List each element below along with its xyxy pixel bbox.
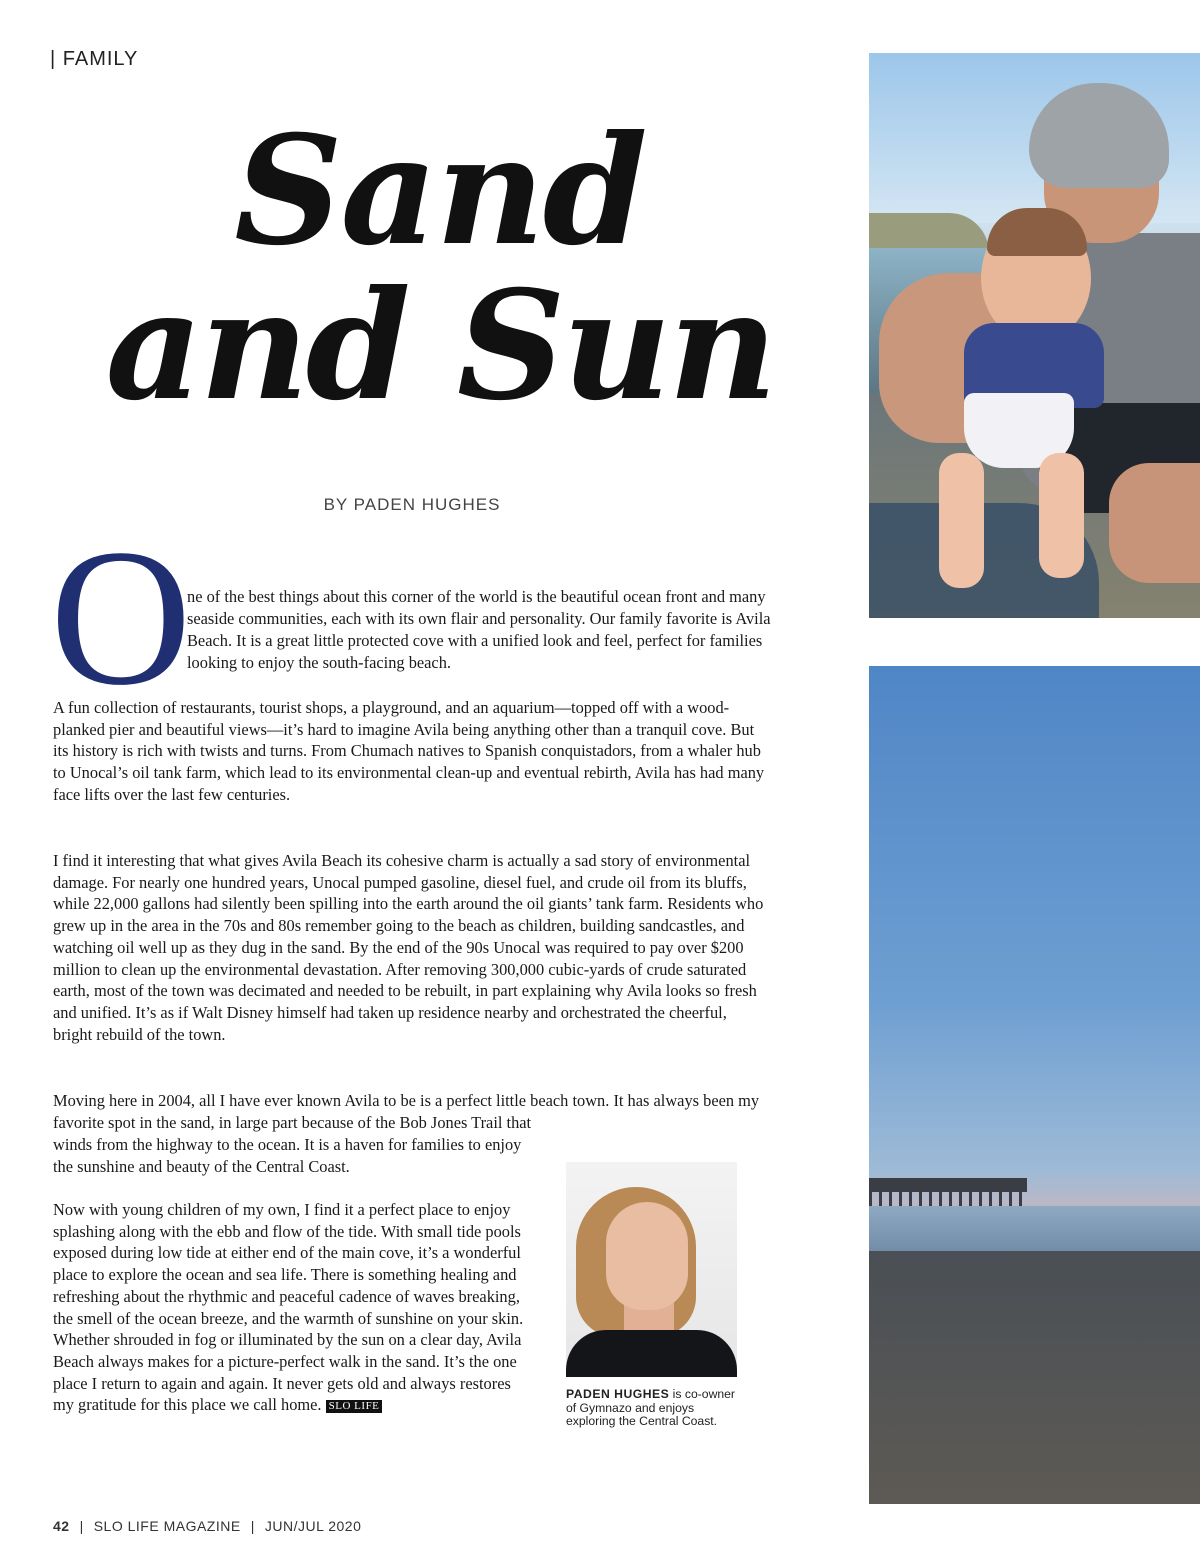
article-title (60, 103, 820, 434)
page-number: 42 (53, 1518, 70, 1534)
paragraph-environment: I find it interesting that what gives Avila Beach its cohesive charm is actually a sad story of environmental damage. For nearly one hundred years, Unocal pumped gasoline, diesel fuel, and crude oil from its bluffs, while 22,000 gallons had silently been spilling into the earth around the oil giants’ tank farm. Residents who grew up in the area in the 70s and 80s remember going to the beach as children, building sandcastles, and watching oil well up as they dug in the sand. By the end of the 90s Unocal was required to pay over $200 million to clean up the environmental devastation. After removing 300,000 cubic-yards of crude saturated earth, most of the town was decimated and needed to be rebuilt, in part explaining why Avila looks so fresh and unified. It’s as if Walt Disney himself had taken up residence nearby and orchestrated the cheerful, bright rebuild of the town. (53, 851, 764, 1044)
author-bio-text: is co-owner of Gymnazo and enjoys exploring the Central Coast. (566, 1387, 735, 1428)
page-footer: 42 | SLO LIFE MAGAZINE | JUN/JUL 2020 (53, 1518, 362, 1534)
title-line-1: Sand (234, 103, 646, 279)
paragraph-children (53, 1199, 533, 1416)
author-name: PADEN HUGHES (566, 1387, 670, 1401)
photo-author-portrait (566, 1162, 737, 1377)
paragraph-moving-here: Moving here in 2004, all I have ever known Avila to be is a perfect little beach town. It has always been my favorite spot in the sand, in large part because of the Bob Jones Trail that (53, 1091, 760, 1132)
intro-paragraph: ne of the best things about this corner of the world is the beautiful ocean front and many seaside communities, each with its own flair and personality. Our family favorite is Avila Beach. It is a great little protected cove with a unified look and feel, perfect for families looking to enjoy the south-facing beach. (187, 587, 771, 672)
paragraph-children-text: Now with young children of my own, I find it a perfect place to enjoy splashing along with the ebb and flow of the tide. With small tide pools exposed during low tide at either end of the main cove, it’s a wonderful place to explore the ocean and sea life. There is something healing and refreshing about the rhythmic and peaceful cadence of waves breaking, the smell of the ocean breeze, and the warmth of sunshine on your skin. Whether shrouded in fog or illuminated by the sun on a clear day, Avila Beach always makes for a picture-perfect walk in the sand. It’s the one place I return to again and again. It never gets old and always restores my gratitude for this place we call home. (53, 1200, 524, 1415)
photo-pier-at-sunset (869, 666, 1200, 1504)
title-line-2: and Sun (105, 257, 775, 434)
issue-date: JUN/JUL 2020 (264, 1518, 362, 1534)
section-label: | FAMILY (50, 48, 139, 70)
magazine-name: SLO LIFE MAGAZINE (93, 1518, 241, 1534)
drop-cap: O (50, 509, 192, 726)
byline: BY PADEN HUGHES (323, 495, 501, 514)
author-bio (566, 1388, 741, 1429)
slo-life-end-tag: SLO LIFE (326, 1400, 383, 1413)
photo-father-and-baby-on-beach (869, 53, 1200, 618)
paragraph-history: A fun collection of restaurants, tourist shops, a playground, and an aquarium—topped off with a wood-planked pier and beautiful views—it’s hard to imagine Avila being anything other than a tranquil cove. But its history is rich with twists and turns. From Chumach natives to Spanish conquistadors, from a whaler hub to Unocal’s oil tank farm, which lead to its environmental clean-up and eventual rebirth, Avila has had many face lifts over the last few centuries. (53, 698, 765, 804)
paragraph-haven: winds from the highway to the ocean. It is a haven for families to enjoy the sunshine and beauty of the Central Coast. (53, 1135, 522, 1176)
